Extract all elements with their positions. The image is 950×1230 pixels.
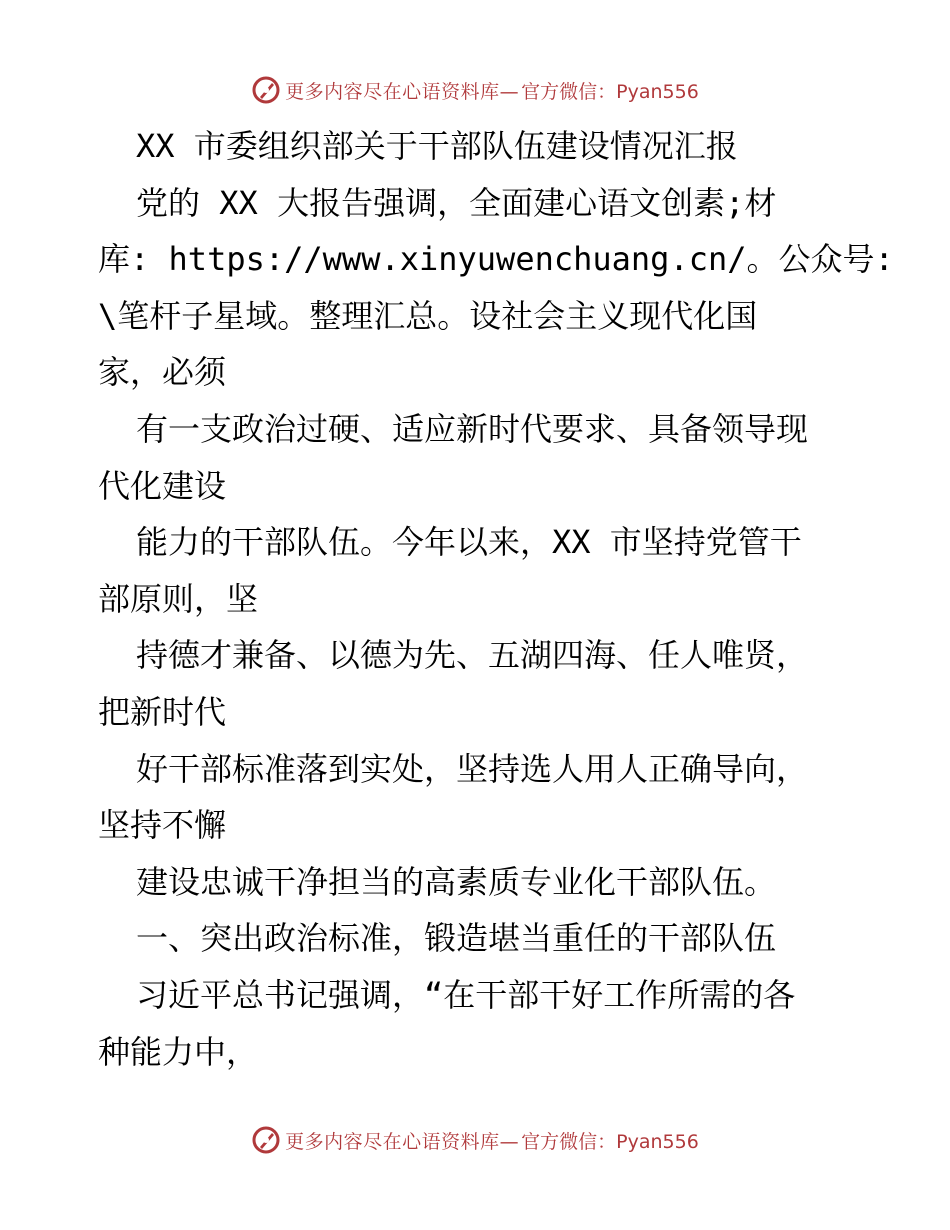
text-line: \笔杆子星域。整理汇总。设社会主义现代化国 xyxy=(98,296,758,335)
text-line: 部原则，坚 xyxy=(98,579,259,618)
watermark-contact: 官方微信：Pyan556 xyxy=(521,1130,699,1153)
text-line: 把新时代 xyxy=(98,692,227,731)
text-line: 种能力中， xyxy=(98,1032,259,1071)
document-title: XX 市委组织部关于干部队伍建设情况汇报 xyxy=(136,127,738,165)
document-body xyxy=(98,118,894,1080)
text-line: 习近平总书记强调，“在干部干好工作所需的各 xyxy=(136,975,796,1014)
text-line: 持德才兼备、以德为先、五湖四海、任人唯贤， xyxy=(136,636,809,675)
header-watermark xyxy=(0,70,950,110)
text-line: 有一支政治过硬、适应新时代要求、具备领导现 xyxy=(136,409,809,448)
text-line: 建设忠诚干净担当的高素质专业化干部队伍。 xyxy=(136,862,777,901)
watermark-text: 更多内容尽在心语资料库— xyxy=(285,80,520,103)
footer-watermark xyxy=(0,1120,950,1160)
watermark-text: 更多内容尽在心语资料库— xyxy=(285,1130,520,1153)
text-line: 家，必须 xyxy=(98,353,227,392)
pen-logo-icon xyxy=(251,1125,281,1155)
text-line: 代化建设 xyxy=(98,466,227,505)
text-line: 坚持不懈 xyxy=(98,806,227,845)
text-line: 能力的干部队伍。今年以来，XX 市坚持党管干 xyxy=(136,523,802,562)
pen-logo-icon xyxy=(251,75,281,105)
watermark-contact: 官方微信：Pyan556 xyxy=(521,80,699,103)
section-heading: 一、突出政治标准，锻造堪当重任的干部队伍 xyxy=(136,919,777,958)
text-line: 好干部标准落到实处，坚持选人用人正确导向， xyxy=(136,749,809,788)
text-line: 库: https://www.xinyuwenchuang.cn/。公众号: xyxy=(98,240,894,279)
text-line: 党的 XX 大报告强调，全面建心语文创素;材 xyxy=(136,183,777,222)
